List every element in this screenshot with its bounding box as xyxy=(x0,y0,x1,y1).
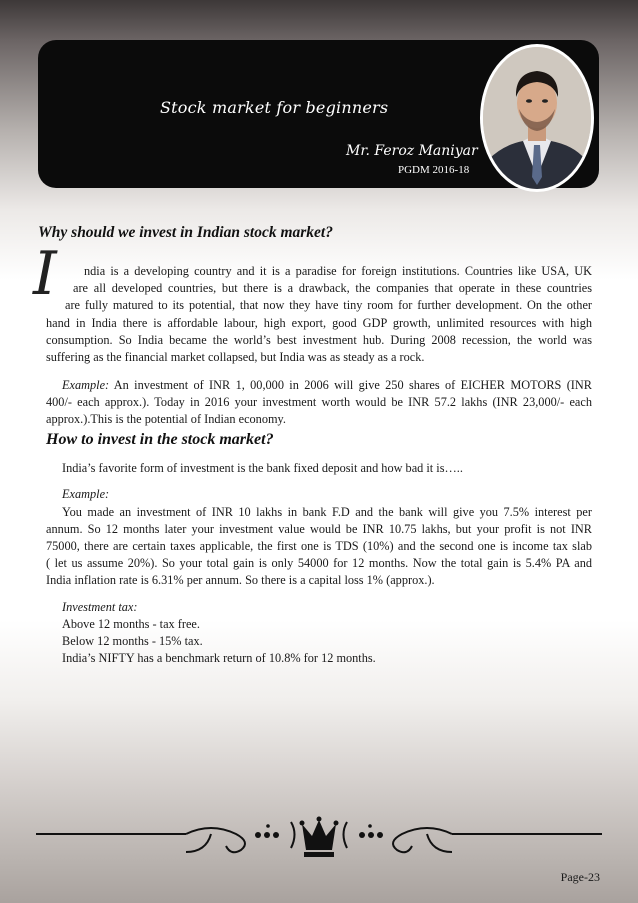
section-heading-how-to-invest: How to invest in the stock market? xyxy=(46,431,274,448)
body-line: consumption. So India became the world’s best investment hub. During 2008 recession, the world was xyxy=(46,333,592,347)
body-line: are all developed countries, but there is a drawback, the companies that operate in these countries xyxy=(73,281,592,295)
example-line: annum. So 12 months later your investment value would be INR 10.75 lakhs, but your profit is not INR xyxy=(46,522,592,536)
example-label: Example: xyxy=(62,487,110,501)
example-line: 400/- each approx.). Today in 2016 your investment worth would be INR 57.2 lakhs (INR 23,000/- each xyxy=(46,395,592,409)
body-line: suffering as the financial market collapsed, but India was as steady as a rock. xyxy=(46,350,425,364)
tax-line: India’s NIFTY has a benchmark return of 10.8% for 12 months. xyxy=(62,651,376,665)
example-line: 75000, there are certain taxes applicable, the first one is TDS (10%) and the second one is income tax slab xyxy=(46,539,592,553)
tax-label: Investment tax: xyxy=(62,600,138,614)
example-label: Example: xyxy=(62,378,110,392)
intro-line: India’s favorite form of investment is the bank fixed deposit and how bad it is….. xyxy=(62,461,463,475)
example-line: ( let us assume 20%). So your total gain is only 54000 for 12 months. Now the total gain is 5.4% PA and xyxy=(46,556,592,570)
example-text: An investment of INR 1, 00,000 in 2006 will give 250 shares of EICHER MOTORS (INR xyxy=(109,378,592,392)
body-line: ndia is a developing country and it is a paradise for foreign institutions. Countries like USA, UK xyxy=(84,264,592,278)
page-number: Page-23 xyxy=(560,870,600,884)
article-title: Stock market for beginners xyxy=(160,98,389,117)
author-name: Mr. Feroz Maniyar xyxy=(346,143,478,159)
example-line: approx.).This is the potential of Indian economy. xyxy=(46,412,286,426)
crown-icon xyxy=(300,817,339,858)
ornament-divider-icon xyxy=(36,812,602,873)
example-line: You made an investment of INR 10 lakhs in bank F.D and the bank will give you 7.5% interest per xyxy=(62,505,592,519)
body-line: are fully matured to its potential, that now they have tiny room for further development. On the other xyxy=(65,298,592,312)
drop-cap-letter: I xyxy=(33,239,57,309)
tax-line: Below 12 months - 15% tax. xyxy=(62,634,203,648)
tax-line: Above 12 months - tax free. xyxy=(62,617,200,631)
example-line xyxy=(62,378,592,393)
author-photo xyxy=(480,44,594,192)
body-line: hand in India there is affordable labour, high export, good GDP growth, unlimited resources with high xyxy=(46,316,592,330)
author-batch: PGDM 2016-18 xyxy=(398,164,470,176)
example-line: India inflation rate is 6.31% per annum. So there is a capital loss 1% (approx.). xyxy=(46,573,435,587)
section-heading-why-invest: Why should we invest in Indian stock market? xyxy=(38,224,333,241)
